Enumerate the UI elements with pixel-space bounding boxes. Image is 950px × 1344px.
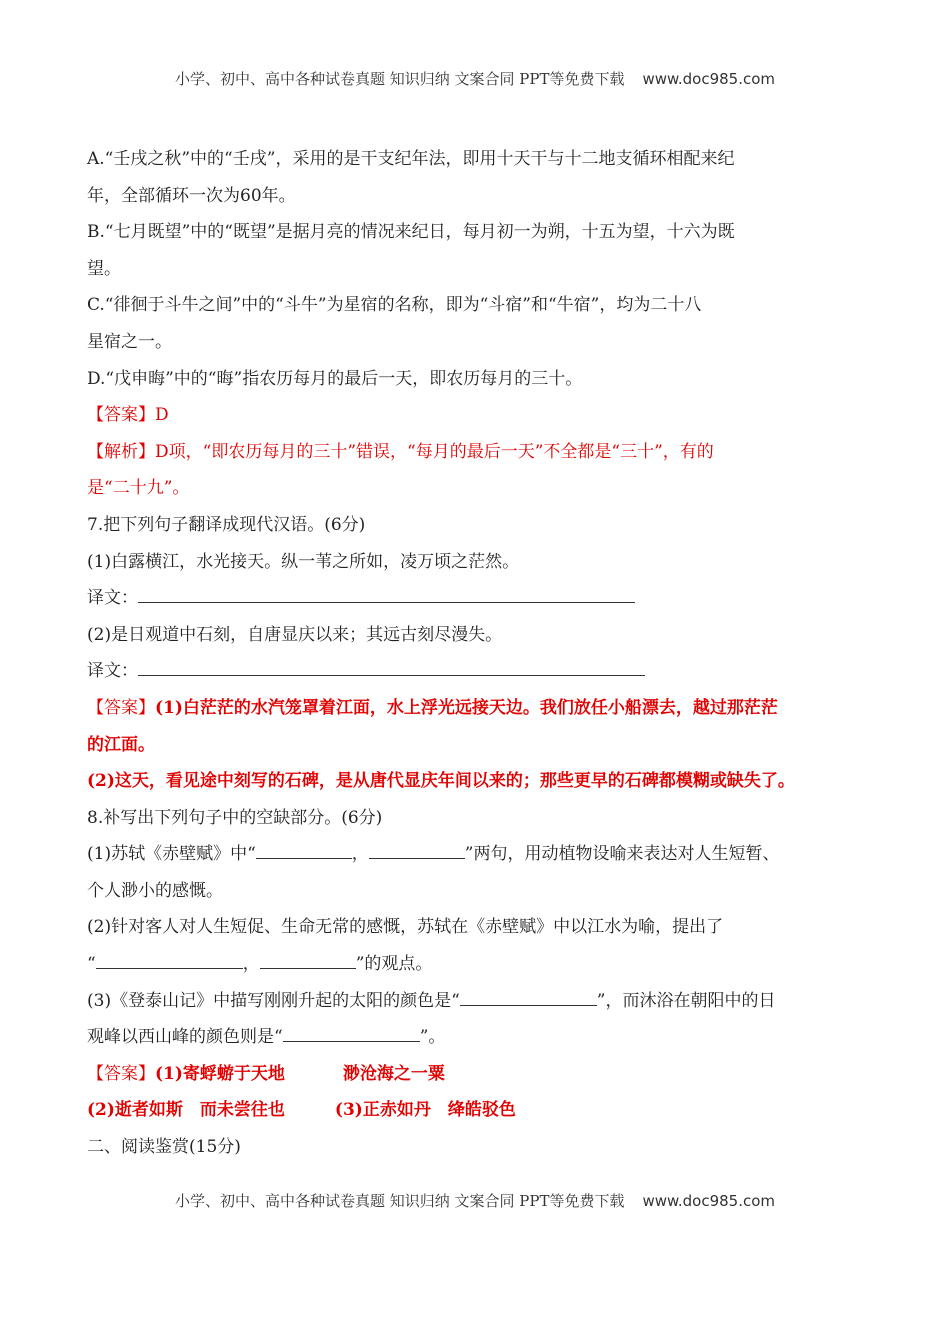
q7-answer-1a: (1)白茫茫的水汽笼罩着江面，水上浮光远接天边。我们放任小船漂去，越过那茫茫 [155, 697, 778, 718]
q7-answer-line3: (2)这天，看见途中刻写的石碑，是从唐代显庆年间以来的；那些更早的石碑都模糊或缺失了。 [87, 771, 795, 792]
translation-label: 译文： [87, 588, 138, 609]
q8-blank-2[interactable] [369, 840, 465, 859]
answer-prefix: 【答案】 [87, 697, 155, 718]
q6-answer: 【答案】D [87, 405, 169, 426]
page-header [0, 68, 950, 89]
page-footer [0, 1190, 950, 1211]
q7-sentence-1: (1)白露横江，水光接天。纵一苇之所如，凌万顷之茫然。 [87, 551, 520, 572]
q7-answer-line2: 的江面。 [87, 734, 155, 755]
q6-analysis-line1: 【解析】D项，“即农历每月的三十”错误，“每月的最后一天”不全都是“三十”，有的 [87, 441, 714, 462]
q8-item2-post: ”的观点。 [355, 954, 433, 975]
translation-blank-1[interactable] [138, 584, 635, 603]
q8-answer-6: 绛皓驳色 [447, 1100, 516, 1121]
q8-item1-post: ”两句，用动植物设喻来表达对人生短暂、 [464, 844, 780, 865]
option-c-line1: C.“徘徊于斗牛之间”中的“斗牛”为星宿的名称，即为“斗宿”和“牛宿”，均为二十八 [87, 295, 702, 316]
q8-item2-line1: (2)针对客人对人生短促、生命无常的感慨，苏轼在《赤壁赋》中以江水为喻，提出了 [87, 917, 724, 938]
section-2-title: 二、阅读鉴赏(15分) [87, 1137, 241, 1158]
translation-label: 译文： [87, 661, 138, 682]
q8-answer-line1 [87, 1056, 877, 1093]
comma: ， [351, 844, 369, 865]
q8-answer-line2 [87, 1092, 877, 1129]
header-url[interactable]: www.doc985.com [642, 70, 776, 88]
option-b-line2: 望。 [87, 258, 121, 279]
q8-blank-4[interactable] [260, 950, 356, 969]
q8-item3-line1 [87, 983, 877, 1020]
q7-translation-2 [87, 653, 877, 690]
q8-blank-5[interactable] [460, 987, 597, 1006]
option-a-line2: 年，全部循环一次为60年。 [87, 185, 296, 206]
q8-item1-pre: (1)苏轼《赤壁赋》中“ [87, 844, 256, 865]
q8-answer-5: (3)正赤如丹 [334, 1100, 431, 1121]
q8-item3-post2: ”。 [419, 1027, 446, 1048]
footer-url[interactable]: www.doc985.com [642, 1192, 776, 1210]
option-c-line2: 星宿之一。 [87, 331, 172, 352]
q8-item3-line2 [87, 1019, 877, 1056]
option-a-line1: A.“壬戌之秋”中的“壬戌”，采用的是干支纪年法，即用十天干与十二地支循环相配来纪 [87, 149, 735, 169]
q8-item1-line1 [87, 836, 877, 873]
q8-blank-6[interactable] [283, 1023, 420, 1042]
q7-translation-1 [87, 580, 877, 617]
q8-item2-line2 [87, 946, 877, 983]
translation-blank-2[interactable] [138, 657, 645, 676]
q8-item1-line2: 个人渺小的感慨。 [87, 880, 223, 901]
q8-answer-3: (2)逝者如斯 [87, 1100, 183, 1121]
footer-text: 小学、初中、高中各种试卷真题 知识归纳 文案合同 PPT等免费下载 [174, 1192, 625, 1210]
option-d: D.“戊申晦”中的“晦”指农历每月的最后一天，即农历每月的三十。 [87, 368, 583, 389]
option-b-line1: B.“七月既望”中的“既望”是据月亮的情况来纪日，每月初一为朔，十五为望，十六为既 [87, 222, 735, 243]
answer-prefix: 【答案】 [87, 1063, 155, 1084]
q8-item3-post: ”，而沐浴在朝阳中的日 [596, 990, 776, 1011]
header-text: 小学、初中、高中各种试卷真题 知识归纳 文案合同 PPT等免费下载 [174, 70, 625, 88]
comma: ， [242, 954, 260, 975]
q8-answer-1: (1)寄蜉蝣于天地 [155, 1063, 285, 1084]
q8-title: 8.补写出下列句子中的空缺部分。(6分) [87, 807, 383, 828]
q8-blank-3[interactable] [96, 950, 243, 969]
q6-analysis-line2: 是“二十九”。 [87, 478, 190, 499]
q8-answer-4: 而未尝往也 [199, 1100, 285, 1121]
q8-blank-1[interactable] [256, 840, 352, 859]
document-body [87, 141, 877, 1166]
q8-item3-pre2: 观峰以西山峰的颜色则是“ [87, 1027, 283, 1048]
q7-answer-line1 [87, 690, 877, 727]
q8-item2-pre: “ [87, 954, 96, 975]
q8-answer-2: 渺沧海之一粟 [342, 1063, 445, 1084]
q7-title: 7.把下列句子翻译成现代汉语。(6分) [87, 514, 366, 535]
q7-sentence-2: (2)是日观道中石刻，自唐显庆以来；其远古刻尽漫失。 [87, 624, 503, 645]
q8-item3-pre: (3)《登泰山记》中描写刚刚升起的太阳的颜色是“ [87, 990, 460, 1011]
